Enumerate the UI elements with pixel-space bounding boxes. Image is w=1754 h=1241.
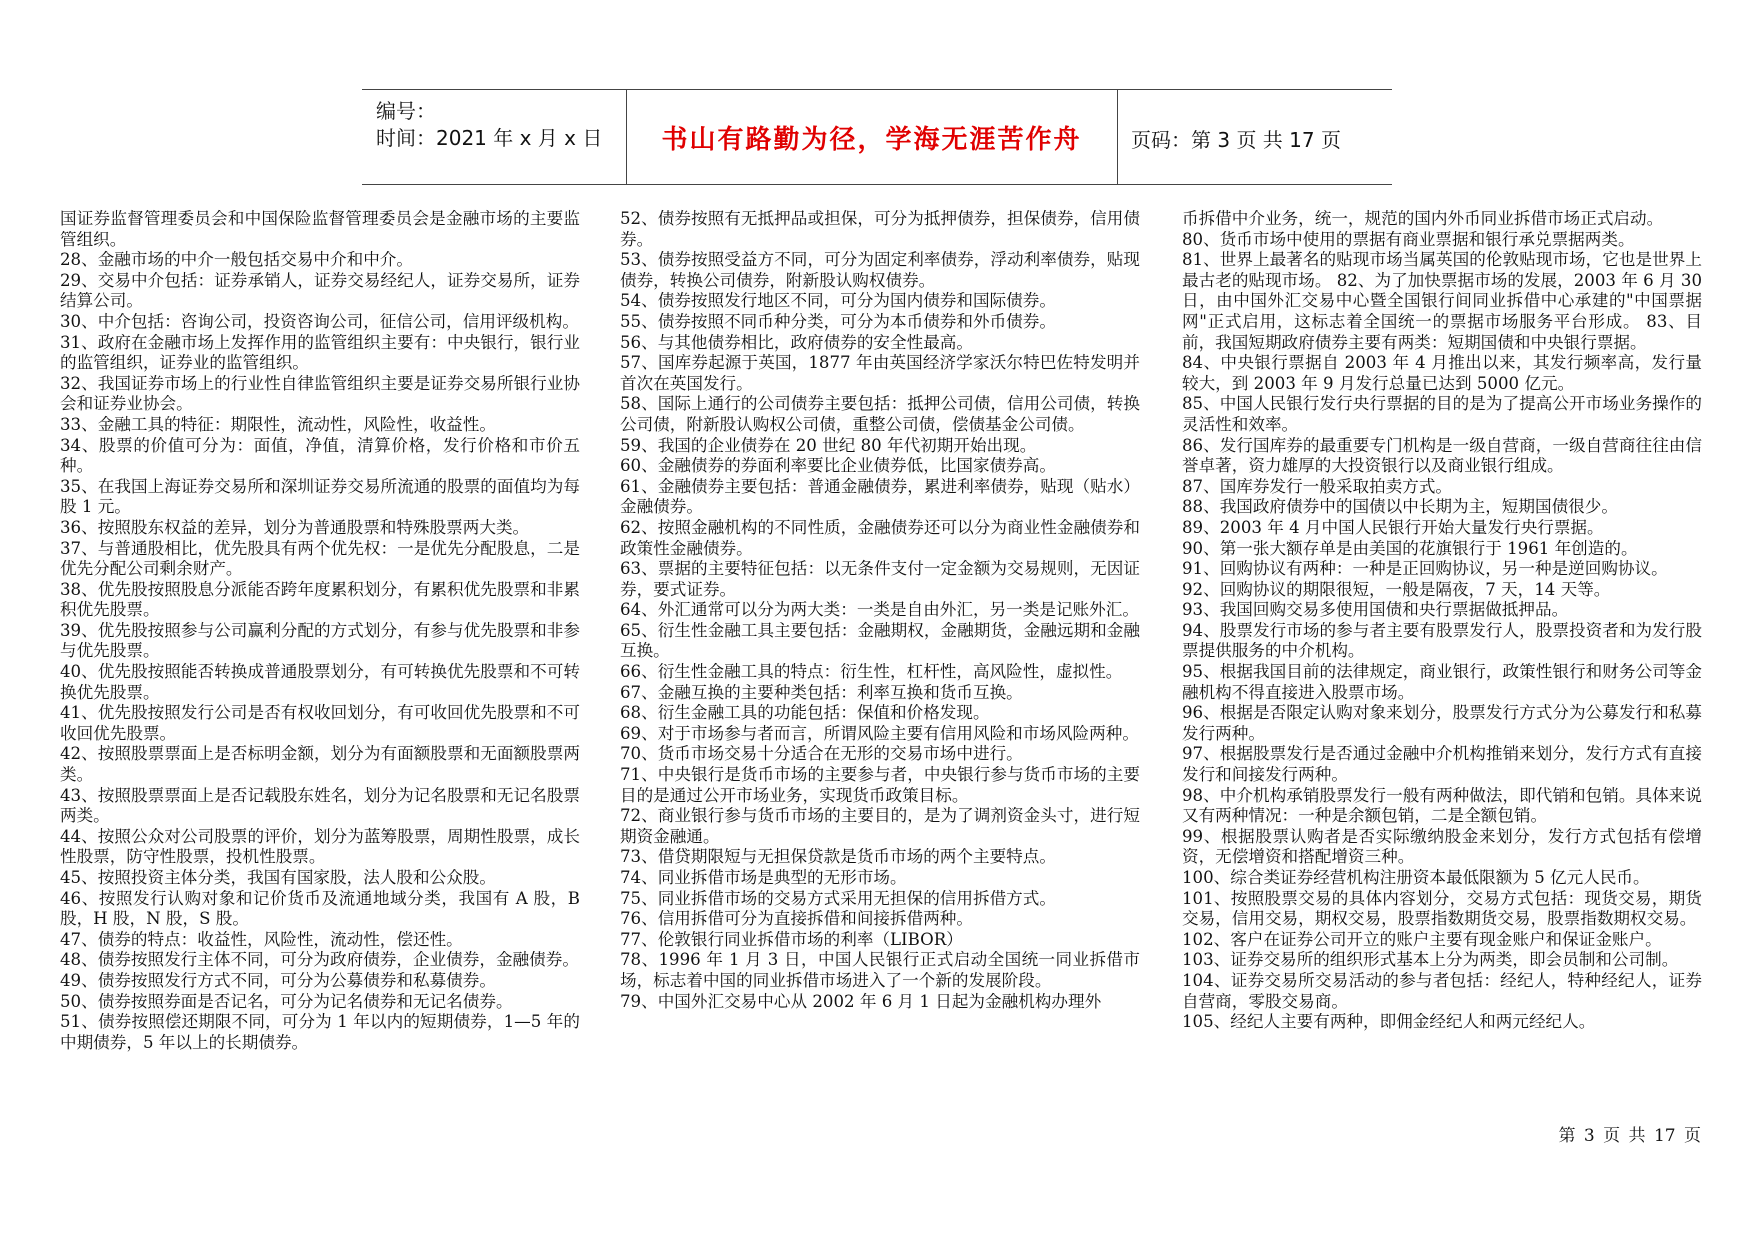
paragraph: 71、中央银行是货币市场的主要参与者，中央银行参与货币市场的主要目的是通过公开市场业务，实现货币政策目标。 [620,765,1140,805]
paragraph: 57、国库券起源于英国，1877 年由英国经济学家沃尔特巴佐特发明并首次在英国发行。 [620,353,1140,393]
text-column-middle [620,209,1140,1012]
paragraph: 74、同业拆借市场是典型的无形市场。 [620,868,907,887]
page-footer: 第 3 页 共 17 页 [1558,1126,1701,1146]
paragraph: 58、国际上通行的公司债券主要包括：抵押公司债，信用公司债，转换公司债，附新股认购权公司债，重整公司债，偿债基金公司债。 [620,394,1140,434]
paragraph: 77、伦敦银行同业拆借市场的利率（LIBOR） [620,929,963,949]
motto: 书山有路勤为径，学海无涯苦作舟 [661,125,1082,155]
paragraph: 60、金融债券的券面利率要比企业债券低，比国家债券高。 [620,456,1056,476]
paragraph: 87、国库券发行一般采取拍卖方式。 [1182,476,1453,496]
paragraph: 72、商业银行参与货币市场的主要目的，是为了调剂资金头寸，进行短期资金融通。 [620,806,1140,846]
text-column-right [1182,209,1702,1033]
paragraph: 73、借贷期限短与无担保贷款是货币市场的两个主要特点。 [620,847,1056,867]
paragraph: 102、客户在证券公司开立的账户主要有现金账户和保证金账户。 [1182,929,1662,949]
paragraph: 币拆借中介业务，统一，规范的国内外币同业拆借市场正式启动。 [1182,209,1664,228]
paragraph: 56、与其他债券相比，政府债券的安全性最高。 [620,332,973,352]
header-page-cell [1117,90,1392,184]
paragraph: 46、按照发行认购对象和记价货币及流通地域分类，我国有 A 股，B 股，H 股，N 股，S 股。 [60,888,580,929]
paragraph: 32、我国证券市场上的行业性自律监管组织主要是证券交易所银行业协会和证券业协会。 [60,373,580,414]
paragraph: 104、证券交易所交易活动的参与者包括：经纪人，特种经纪人，证券自营商，零股交易商。 [1182,970,1702,1011]
paragraph: 国证券监督管理委员会和中国保险监督管理委员会是金融市场的主要监管组织。 [60,209,580,249]
paragraph: 35、在我国上海证券交易所和深圳证券交易所流通的股票的面值均为每股 1 元。 [60,476,580,517]
paragraph: 45、按照投资主体分类，我国有国家股，法人股和公众股。 [60,868,496,887]
paragraph: 78、1996 年 1 月 3 日，中国人民银行正式启动全国统一同业拆借市场，标志着中国的同业拆借市场进入了一个新的发展阶段。 [620,950,1140,990]
paragraph: 43、按照股票票面上是否记载股东姓名，划分为记名股票和无记名股票两类。 [60,785,580,826]
paragraph: 92、回购协议的期限很短，一般是隔夜，7 天，14 天等。 [1182,579,1611,599]
paragraph: 79、中国外汇交易中心从 2002 年 6 月 1 日起为金融机构办理外 [620,991,1102,1011]
paragraph: 68、衍生金融工具的功能包括：保值和价格发现。 [620,703,990,723]
paragraph: 64、外汇通常可以分为两大类：一类是自由外汇，另一类是记账外汇。 [620,600,1139,620]
paragraph: 94、股票发行市场的参与者主要有股票发行人，股票投资者和为发行股票提供服务的中介机构。 [1182,620,1702,661]
paragraph: 49、债券按照发行方式不同，可分为公募债券和私募债券。 [60,970,496,990]
paragraph: 89、2003 年 4 月中国人民银行开始大量发行央行票据。 [1182,517,1604,537]
paragraph: 95、根据我国目前的法律规定，商业银行，政策性银行和财务公司等金融机构不得直接进入股票市场。 [1182,662,1702,702]
paragraph: 37、与普通股相比，优先股具有两个优先权：一是优先分配股息，二是优先分配公司剩余财产。 [60,538,580,579]
document-header [362,89,1392,185]
paragraph: 69、对于市场参与者而言，所谓风险主要有信用风险和市场风险两种。 [620,723,1139,743]
number-label: 编号： [376,99,436,123]
paragraph: 31、政府在金融市场上发挥作用的监管组织主要有：中央银行，银行业的监管组织，证券业的监管组织。 [60,332,580,373]
paragraph: 29、交易中介包括：证券承销人，证券交易经纪人，证券交易所，证券结算公司。 [60,270,580,311]
paragraph: 86、发行国库券的最重要专门机构是一级自营商，一级自营商往往由信誉卓著，资力雄厚的大投资银行以及商业银行组成。 [1182,435,1702,476]
paragraph: 39、优先股按照参与公司赢利分配的方式划分，有参与优先股票和非参与优先股票。 [60,620,580,661]
paragraph: 75、同业拆借市场的交易方式采用无担保的信用拆借方式。 [620,888,1056,908]
paragraph: 53、债券按照受益方不同，可分为固定利率债券，浮动利率债券，贴现债券，转换公司债券，附新股认购权债券。 [620,250,1140,290]
paragraph: 52、债券按照有无抵押品或担保，可分为抵押债券，担保债券，信用债券。 [620,209,1140,249]
paragraph: 98、中介机构承销股票发行一般有两种做法，即代销和包销。具体来说又有两种情况：一种是余额包销，二是全额包销。 [1182,785,1702,826]
paragraph: 103、证券交易所的组织形式基本上分为两类，即会员制和公司制。 [1182,950,1679,970]
paragraph: 84、中央银行票据自 2003 年 4 月推出以来，其发行频率高，发行量较大，到 2003 年 9 月发行总量已达到 5000 亿元。 [1182,353,1702,393]
paragraph: 41、优先股按照发行公司是否有权收回划分，有可收回优先股票和不可收回优先股票。 [60,703,580,743]
text-column-left [60,209,580,1053]
paragraph: 48、债券按照发行主体不同，可分为政府债券，企业债券，金融债券。 [60,950,579,970]
paragraph: 50、债券按照券面是否记名，可分为记名债券和无记名债券。 [60,991,513,1011]
paragraph: 59、我国的企业债券在 20 世纪 80 年代初期开始出现。 [620,435,1037,455]
paragraph: 66、衍生性金融工具的特点：衍生性，杠杆性，高风险性，虚拟性。 [620,662,1123,682]
paragraph: 44、按照公众对公司股票的评价，划分为蓝筹股票，周期性股票，成长性股票，防守性股票，投机性股票。 [60,826,580,867]
paragraph: 96、根据是否限定认购对象来划分，股票发行方式分为公募发行和私募发行两种。 [1182,703,1702,743]
paragraph: 105、经纪人主要有两种，即佣金经纪人和两元经纪人。 [1182,1012,1596,1032]
paragraph: 51、债券按照偿还期限不同，可分为 1 年以内的短期债券，1—5 年的中期债券，5 年以上的长期债券。 [60,1012,580,1052]
paragraph: 100、综合类证券经营机构注册资本最低限额为 5 亿元人民币。 [1182,868,1650,887]
paragraph: 85、中国人民银行发行央行票据的目的是为了提高公开市场业务操作的灵活性和效率。 [1182,394,1702,434]
paragraph: 40、优先股按照能否转换成普通股票划分，有可转换优先股票和不可转换优先股票。 [60,662,580,702]
paragraph: 38、优先股按照股息分派能否跨年度累积划分，有累积优先股票和非累积优先股票。 [60,579,580,620]
paragraph: 33、金融工具的特征：期限性，流动性，风险性，收益性。 [60,414,496,434]
paragraph: 93、我国回购交易多使用国债和央行票据做抵押品。 [1182,600,1569,620]
paragraph: 55、债券按照不同币种分类，可分为本币债券和外币债券。 [620,311,1056,331]
header-motto-cell [626,90,1118,184]
paragraph: 81、世界上最著名的贴现市场当属英国的伦敦贴现市场，它也是世界上最古老的贴现市场。 82、为了加快票据市场的发展，2003 年 6 月 30 日，由中国外汇交易中心暨全国银行间同业拆借中心承建的"中国票据网"正式启用，这标志着全国统一的票据市场服务平台形成。 83、目前，我国短期政府债券主要有两类：短期国债和中央银行票据。 [1182,250,1702,352]
paragraph: 88、我国政府债券中的国债以中长期为主，短期国债很少。 [1182,497,1618,517]
paragraph: 99、根据股票认购者是否实际缴纳股金来划分，发行方式包括有偿增资，无偿增资和搭配增资三种。 [1182,826,1702,867]
paragraph: 65、衍生性金融工具主要包括：金融期权，金融期货，金融远期和金融互换。 [620,620,1140,661]
paragraph: 62、按照金融机构的不同性质，金融债券还可以分为商业性金融债券和政策性金融债券。 [620,517,1140,558]
time-label: 时间：2021 年 x 月 x 日 [376,126,603,150]
paragraph: 97、根据股票发行是否通过金融中介机构推销来划分，发行方式有直接发行和间接发行两种。 [1182,744,1702,785]
paragraph: 54、债券按照发行地区不同，可分为国内债券和国际债券。 [620,291,1056,311]
paragraph: 30、中介包括：咨询公司，投资咨询公司，征信公司，信用评级机构。 [60,311,579,331]
paragraph: 70、货币市场交易十分适合在无形的交易市场中进行。 [620,744,1023,764]
paragraph: 91、回购协议有两种：一种是正回购协议，另一种是逆回购协议。 [1182,559,1668,579]
paragraph: 90、第一张大额存单是由美国的花旗银行于 1961 年创造的。 [1182,538,1638,558]
paragraph: 28、金融市场的中介一般包括交易中介和中介。 [60,250,413,270]
paragraph: 34、股票的价值可分为：面值，净值，清算价格，发行价格和市价五种。 [60,435,580,476]
page-info: 页码：第 3 页 共 17 页 [1131,128,1341,152]
header-info-cell [362,90,627,184]
paragraph: 36、按照股东权益的差异，划分为普通股票和特殊股票两大类。 [60,517,530,537]
paragraph: 63、票据的主要特征包括：以无条件支付一定金额为交易规则，无因证券，要式证券。 [620,559,1140,599]
paragraph: 61、金融债券主要包括：普通金融债券，累进利率债券，贴现（贴水）金融债券。 [620,476,1140,517]
paragraph: 47、债券的特点：收益性，风险性，流动性，偿还性。 [60,929,463,949]
paragraph: 80、货币市场中使用的票据有商业票据和银行承兑票据两类。 [1182,229,1635,249]
paragraph: 42、按照股票票面上是否标明金额，划分为有面额股票和无面额股票两类。 [60,744,580,785]
paragraph: 67、金融互换的主要种类包括：利率互换和货币互换。 [620,682,1023,702]
paragraph: 76、信用拆借可分为直接拆借和间接拆借两种。 [620,909,973,929]
paragraph: 101、按照股票交易的具体内容划分，交易方式包括：现货交易，期货交易，信用交易，期权交易，股票指数期货交易，股票指数期权交易。 [1182,888,1702,929]
